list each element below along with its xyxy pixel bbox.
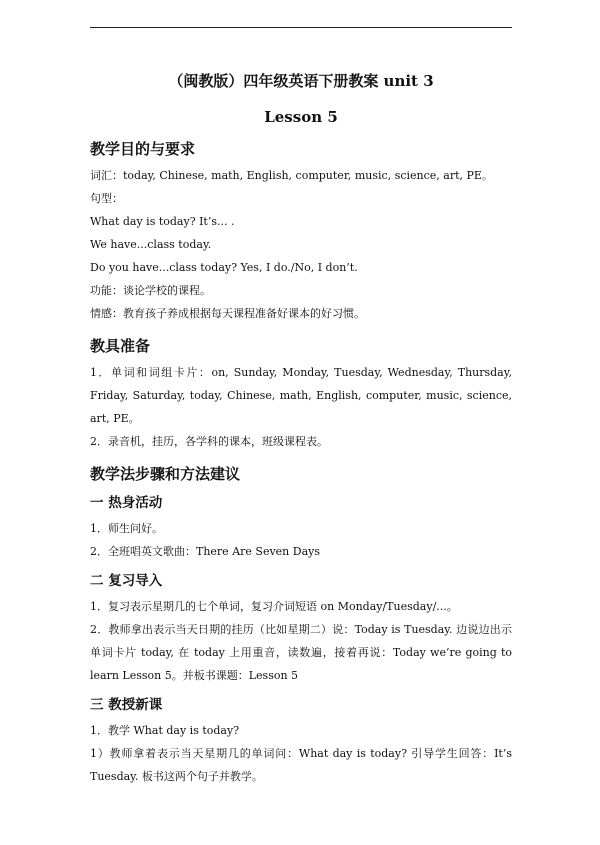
materials-item-1: 1．单词和词组卡片：on, Sunday, Monday, Tuesday, Wednesday, Thursday, Friday, Saturday, today, Chinese, math, English, computer, music, science, art, PE。 — [90, 366, 512, 425]
new-lesson-item-1: 1．教学 What day is today? — [90, 724, 240, 737]
header-rule — [90, 27, 512, 28]
objectives-emotion: 情感：教育孩子养成根据每天课程准备好课本的好习惯。 — [90, 307, 365, 320]
section-heading-objectives: 教学目的与要求 — [90, 140, 196, 158]
lesson-title: Lesson 5 — [264, 108, 338, 126]
objectives-sentence-3: Do you have...class today? Yes, I do./No, I don’t. — [90, 261, 358, 274]
warmup-item-2: 2．全班唱英文歌曲：There Are Seven Days — [90, 545, 320, 558]
section-heading-materials: 教具准备 — [90, 337, 151, 355]
warmup-item-1: 1．师生问好。 — [90, 522, 163, 535]
review-item-1: 1．复习表示星期几的七个单词，复习介词短语 on Monday/Tuesday/...。 — [90, 600, 458, 613]
objectives-sentence-2: We have...class today. — [90, 238, 212, 251]
subsection-heading-warmup: 一 热身活动 — [90, 495, 163, 511]
document-title: （闽教版）四年级英语下册教案 unit 3 — [168, 72, 434, 90]
objectives-function: 功能：谈论学校的课程。 — [90, 284, 211, 297]
document-body — [90, 70, 512, 788]
objectives-sentence-1: What day is today? It’s... . — [90, 215, 235, 228]
objectives-sentence-label: 句型： — [90, 192, 123, 205]
materials-item-2: 2．录音机，挂历，各学科的课本，班级课程表。 — [90, 435, 328, 448]
subsection-heading-new-lesson: 三 教授新课 — [90, 697, 163, 713]
new-lesson-item-2: 1）教师拿着表示当天星期几的单词问：What day is today? 引导学生回答：It’s Tuesday. 板书这两个句子并教学。 — [90, 747, 512, 783]
objectives-vocabulary: 词汇：today, Chinese, math, English, computer, music, science, art, PE。 — [90, 169, 493, 182]
section-heading-procedure: 教学法步骤和方法建议 — [90, 465, 241, 483]
subsection-heading-review: 二 复习导入 — [90, 573, 163, 589]
review-item-2: 2．教师拿出表示当天日期的挂历（比如星期二）说：Today is Tuesday. 边说边出示单词卡片 today, 在 today 上用重音，读数遍，接着再说：Today we’re going to learn Lesson 5。并板书课题：Lesson 5 — [90, 623, 512, 682]
